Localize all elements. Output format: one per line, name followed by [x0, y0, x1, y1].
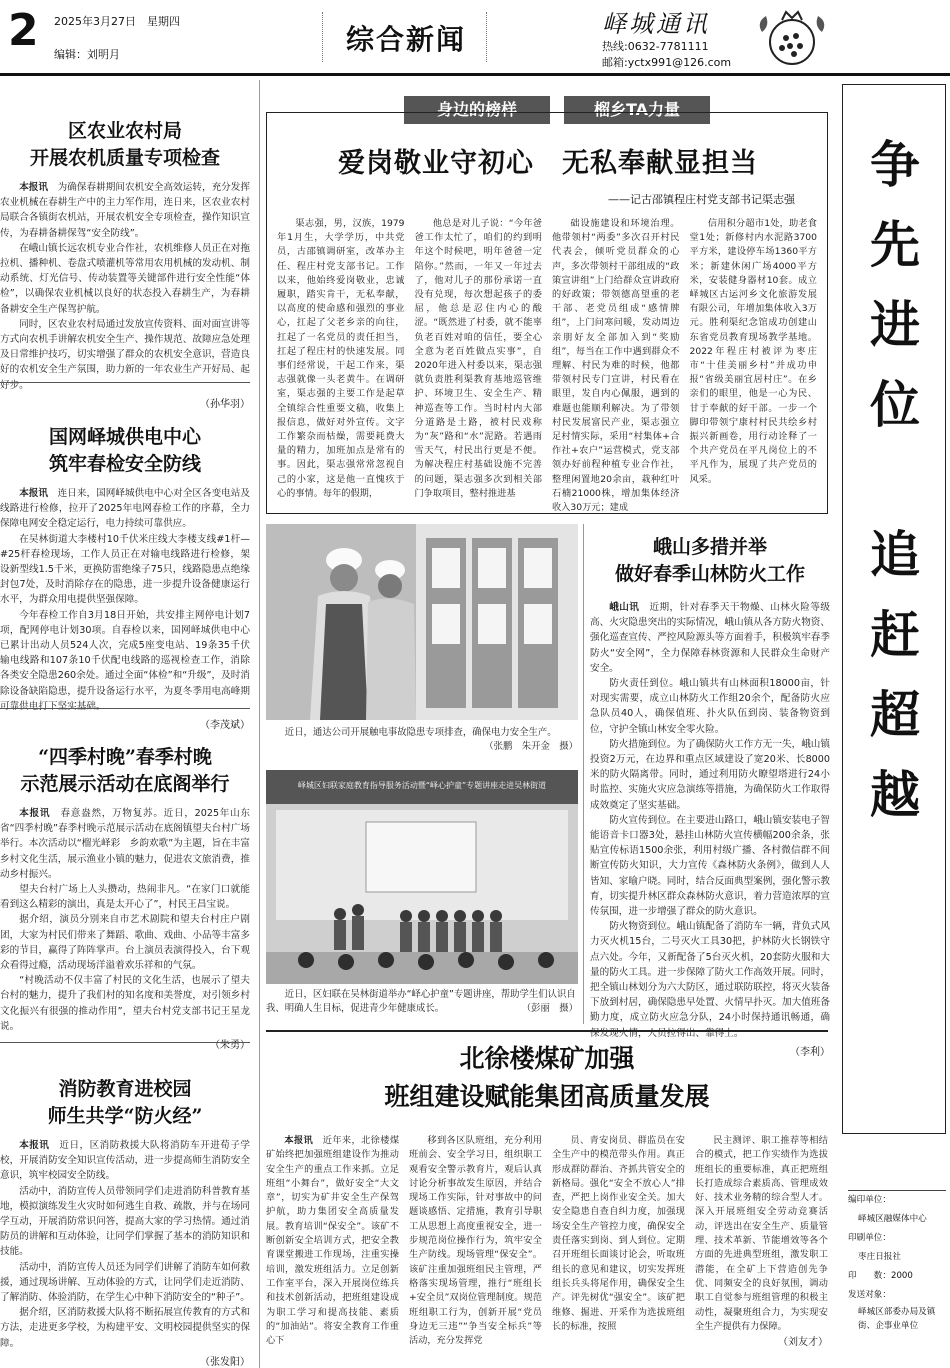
photo-illustration — [266, 770, 578, 984]
article-village-gala — [0, 744, 250, 1051]
article-title: 北徐楼煤矿加强 班组建设赋能集团高质量发展 — [384, 1044, 710, 1111]
paper-name: 峄城通讯 — [602, 10, 710, 38]
slogan-band — [842, 84, 946, 1134]
article-title: 国网峄城供电中心 筑牢春检安全防线 — [48, 426, 201, 475]
article-column: 员、青安岗员、群监员在安全生产中的模范带头作用。真正形成群防群治、齐抓共管安全的新格局。强化“安全不放心人”排查，严把上岗作业安全关。加大安全隐患自查自纠力度，加强现场安全生产管控力度，确保安全责任落实到岗、到人到位。定期召开班组长面谈讨论会，听取班组长的意见和建议，切实发挥班组长兵头将尾作用，确保安全生产。评先树优“强安全”。该矿把维修、掘进、开采作为选拔班组长的标准，按照 — [552, 1135, 685, 1332]
article-paragraph: 在吴林街道大李楼村10千伏米庄线大李楼支线#1杆—#25杆春检现场，工作人员正在对输电线路进行检修，架设新型线1.5千米，更换防雷绝缘子75只，线路隐患点绝缘封包7处，及时消除存在的隐患，进一步提升设备健康运行水平，为群众用电提供坚强保障。 — [0, 533, 250, 606]
article-paragraph: 同时，区农业农村局通过发放宣传资料、面对面宣讲等方式向农机手讲解农机安全生产、操作规范、故障应急处理及日常维护技巧，切实增强了群众的农机安全意识，营造良好的农机安全生产氛围，助力新的一年农业生产开好局、起好步。 — [0, 318, 250, 391]
editor-name: 编辑：刘明月 — [54, 48, 120, 61]
article-paragraph: 活动中，消防宣传人员还为同学们讲解了消防车如何救援，通过现场讲解、互动体验的方式，让同学们走近消防、了解消防、体验消防，在学生心中种下消防安全的“种子”。 — [0, 1261, 250, 1304]
article-title: 区农业农村局 开展农机质量专项检查 — [29, 120, 220, 169]
photo-caption: 近日，通达公司开展触电事故隐患专项排查，确保电力安全生产。 （张鹏 朱开金 摄） — [284, 727, 578, 752]
divider — [0, 1042, 250, 1043]
divider — [0, 708, 250, 709]
imprint: 编印单位： 峄城区融媒体中心 印刷单位： 枣庄日报社 印 数：2000 发送对象： 峄城区部委办局及镇街、企事业单位 — [848, 1190, 946, 1333]
pomegranate-logo-icon — [752, 2, 832, 72]
article-paragraph: 据介绍，区消防救援大队将不断拓展宣传教育的方式和方法，走进更多学校，为构建平安、文明校园提供坚实的保障。 — [0, 1307, 250, 1349]
article-title: “四季村晚”春季村晚 示范展示活动在底阁举行 — [20, 746, 230, 795]
divider — [0, 382, 250, 383]
byline: （李利） — [790, 1046, 830, 1058]
article-paragraph: 据介绍，演员分别来自市艺术剧院和望夫台村庄户剧团，大家为村民们带来了舞蹈、歌曲、戏曲、小品等丰富多彩的节目，赢得了阵阵掌声。台上演员表演得投入，台下观众看得过瘾，活动现场洋溢着欢乐祥和的气氛。 — [0, 914, 250, 972]
article-farm-machinery — [0, 118, 250, 410]
feature-column: 渠志强，男，汉族，1979年1月生，大学学历，中共党员，古邵镇调研室，改革办主任、程庄村党支部书记。工作以来，他始终爱岗敬业，忠诚履职，踏实肯干，无私奉献，以高度的使命感和强烈的事业心，扛起了父老乡亲的向往，扛起了一名党员的责任担当，扛起了程庄村的快速发展。同事们经常说，干起工作来，渠志强就像一头老黄牛。在调研室，渠志强的主要工作是起草全镇综合性重要文稿，收集上报信息，做好对外宣传。文字工作繁杂而枯燥，需要耗费大量的精力，加班加点是常有的事。因此，渠志强常常忽视自己的小家，这是他一直愧疚于心的事情。每年的假期， — [277, 218, 405, 499]
column-rule — [583, 524, 584, 1024]
byline: （张发阳） — [200, 1356, 250, 1368]
article-paragraph: 本报讯 连日来，国网峄城供电中心对全区各变电站及线路进行检修，拉开了2025年电网春检工作的序幕，全力保障电网安全稳定运行，电力持续可靠供应。 — [0, 488, 251, 530]
left-column — [0, 80, 258, 1368]
feature-tag: 身边的榜样 — [404, 96, 550, 124]
photo-power-inspection — [266, 524, 578, 720]
column-rule — [259, 80, 260, 1368]
photo-illustration — [266, 524, 578, 720]
article-paragraph: 防火物资到位。峨山镇配备了消防车一辆，背负式风力灭火机15台，二号灭火工具30把，护林防火长钢铁守点六处。今年，又新配备了5台灭火机，20套防火服和大量的防火工具。进一步保障了防火工作高效开展。同时，把全镇山林划分为六大防区，通过联防联控，将灭火装备下放到村居，确保隐患早处置、火情早扑灭。加大值班备勤力度，成立防火应急分队，24小时保持通讯畅通，确保发现火情，人员拉得出、靠得上。 — [590, 921, 830, 1039]
feature-column: 他总是对儿子说：“今年爸爸工作太忙了，咱们的约到明年这个时候吧，明年爸爸一定陪你。”然而，一年又一年过去了，他对儿子的那份承诺一直没有兑现，每次想起孩子的委屈，他总是忍住内心的酸涩。“既然进了村委，就不能辜负老百姓对咱的信任，要全心全意为老百姓做点实事”，自2020年进入村委以来，渠志强就负责胜利渠教育基地巡管维护、环境卫生、安全生产、精神巡查等工作。当时村内大部分道路是土路，被村民戏称为“灰”路和“水”泥路。若遇雨雪天气，村民出行更是不便。为解决程庄村基础设施不完善的问题，渠志强多次到相关部门争取项目，整村推进基 — [414, 218, 542, 499]
feature-body — [277, 217, 817, 514]
photo-lecture — [266, 770, 578, 984]
byline: （朱勇） — [210, 1040, 250, 1052]
article-paragraph: 防火责任到位。峨山镇共有山林面积18000亩，针对现实需要，成立山林防火工作组20余个，配备防火应急队员40人，确保值班、扑火队伍到岗、装备物资到位，守护全镇山林安全零火险。 — [590, 678, 830, 735]
article-coal-mine — [266, 1134, 828, 1362]
article-paragraph: 本报讯 春意盎然，万物复苏。近日，2025年山东省“四季村晚”春季村晚示范展示活动在底阁镇望夫台村广场举行。本次活动以“榴光峄彩 乡韵欢歌”为主题，旨在丰富乡村文化生活，展示渔业小镇的魅力，促进农文旅消费，推动乡村振兴。 — [0, 808, 251, 880]
email: 邮箱:yctx991@126.com — [602, 56, 732, 69]
article-fire-prevention — [590, 534, 830, 1058]
article-column: 移到各区队班组，充分利用班前会、安全学习日，组织职工观看安全警示教育片，观后认真讨论分析事故发生原因，并结合现场工作实际，针对事故中的问题谈感悟、定措施，教育引导职工从思想上高度重视安全，进一步规范岗位操作行为，筑牢安全生产防线。现场管理“保安全”。该矿注重加强班组民主管理，严格落实现场管理，推行“班组长+安全员”双岗位管理制度。规范班组职工行为，创新开展“党员身边无三违”“争当安全标兵”等活动，充分发挥党 — [409, 1135, 542, 1347]
article-title: 消防教育进校园 师生共学“防火经” — [47, 1078, 203, 1127]
header-separator — [322, 12, 323, 62]
article-power-grid — [0, 424, 250, 731]
article-fire-education — [0, 1076, 250, 1368]
photo-credit: （张鹏 朱开金 摄） — [484, 741, 578, 752]
page-number: 2 — [8, 5, 39, 56]
photo-credit: （彭丽 摄） — [521, 1003, 578, 1014]
section-title: 综合新闻 — [346, 23, 467, 56]
page-header — [0, 0, 950, 76]
article-paragraph: 今年春检工作自3月18日开始，共安排主网停电计划7项，配网停电计划30项。自春检以来，国网峄城供电中心已累计出动人员524人次，完成5座变电站、19条35千伏输电线路和107条10千伏配电线路的巡视检查工作，消除各类安全隐患260余处。通过全面“体检”和“升级”，及时消除设备缺陷隐患，提升设备运行水平，为夏冬季用电高峰期可靠供电打下坚实基础。 — [0, 609, 250, 712]
photo-caption: 近日，区妇联在吴林街道举办“峄心护童”专题讲座，帮助学生们认识自我、明确人生目标，促进青少年健康成长。 （彭丽 摄） — [266, 989, 578, 1014]
article-column: 本报讯 近年来，北徐楼煤矿始终把加强班组建设作为推动安全生产的重点工作来抓。立足班组“小舞台”，做好安全“大文章”，切实为矿井安全生产保驾护航，助力集团安全高质量发展。教育培训“保安全”。该矿不断创新安全培训方式，把安全教育课堂搬进工作现场，注重实操培训，激发班组活力。立足创新工作室平台，深入开展岗位练兵和技术创新活动，把班组建设成为职工学习和提高技能、素质的“加油站”。将安全教育工作重心下 — [266, 1135, 400, 1347]
issue-date: 2025年3月27日 星期四 — [54, 15, 180, 28]
article-paragraph: 本报讯 为确保春耕期间农机安全高效运转，充分发挥农业机械在春耕生产中的主力军作用，连日来，区农业农村局联合各镇街农机站，开展农机安全专项检查，操作知识宣传，为春耕备耕保驾“安全防线”。 — [0, 182, 251, 239]
feature-subtitle: ——记古邵镇程庄村党支部书记渠志强 — [608, 193, 795, 206]
feature-article — [266, 112, 828, 514]
photo-banner-text: 峄城区妇联家庭教育指导服务活动暨“峄心护童”专题讲座走进吴林街道 — [297, 781, 547, 790]
article-title: 峨山多措并举 做好春季山林防火工作 — [614, 536, 805, 585]
header-separator — [486, 12, 487, 62]
byline: （孙华羽） — [200, 398, 250, 410]
article-paragraph: 望夫台村广场上人头攒动，热闹非凡。“在家门口就能看到这么精彩的演出，真是太开心了”，村民王昌宝说。 — [0, 884, 250, 911]
article-column: 民主测评、职工推荐等相结合的模式，把工作实绩作为选拔班组长的重要标准，真正把班组长打造成综合素质高、管理成效好、技术业务精的综合型人才。深入开展班组安全劳动竞赛活动，评选出在安全生产、质量管理、技术革新、节能增效等各个方面的先进典型班组，激发职工潜能，在全矿上下营造创先争优、同频安全的良好氛围，调动职工自觉参与班组管理的积极主动性，凝聚班组合力，为实现安全生产提供有力保障。 （刘友才） — [695, 1134, 828, 1362]
article-paragraph: 峨山讯 近期，针对春季天干物燥、山林火险等级高、火灾隐患突出的实际情况，峨山镇从各方防火物资、强化巡查宣传、严控风险源头等方面着手，积极筑牢春季防火“安全网”，全力保障春林资源和人民群众生命财产安全。 — [590, 602, 831, 674]
byline: （刘友才） — [778, 1337, 828, 1349]
feature-column: 信用积分超市1处，助老食堂1处；新修村内水泥路3700平方米，建设停车场1360平方米；新建休闲广场4000平方米，安装健身器材10套。成立峄城区古运河乡文化旅游发展有限公司，年增加集体收入3万元。胜利渠纪念馆成功创建山东省党员教育现场教学基地。2022年程庄村被评为枣庄市“十佳美丽乡村”并成功申报“省级美丽宜居村庄”。在乡亲们的眼里，他是一心为民、甘于奉献的好干部。一步一个脚印带领宁康村村民共绘乡村振兴新画卷，用行动诠释了一个共产党员在平凡岗位上的不平凡作为，展现了共产党员的风采。 — [689, 218, 817, 485]
feature-title: 爱岗敬业守初心 无私奉献显担当 — [338, 148, 758, 179]
article-paragraph: 在峨山镇长远农机专业合作社，农机维修人员正在对拖拉机、播种机、卷盘式喷灌机等常用农用机械的发动机、制动系统、灯光信号、传动装置等关键部件进行安全性能“体检”，以确保农业机械以良好的状态投入春耕生产，为春耕备耕安全生产保驾护航。 — [0, 242, 250, 315]
article-paragraph: 防火措施到位。为了确保防火工作方无一失，峨山镇投资2万元，在边界和重点区域建设了宽20米、长8000米的防火隔离带。同时，通过利用防火瞭望塔进行24小时监控、实施火灾应急演练等措施，为确保防火工作取得成效奠定了坚实基础。 — [590, 738, 830, 811]
byline: （李茂斌） — [200, 720, 250, 732]
slogan-text: 争 先 进 位 追 赶 超 越 — [870, 136, 920, 824]
feature-column: 础设施建设和环境治理。他带领村“两委”多次召开村民代表会，倾听党员群众的心声，多次带领村干部组成的“政策宣讲组”上门给群众宣讲政府的好政策；带领德高望重的老干部、老党员组成“感情牌组”，上门问寒问暖，发动周边亲朋好友全部加入到“奖励组”，每当在工作中遇到群众不理解、村民为难的时候，他都带领村民专门宣讲，村民看在眼里，发自内心佩服，遇到的难题也能顺利解决。为了带领村民发展富民产业，渠志强立足村情实际，采用“村集体+合作社+农户”运营模式，党支部领办好前程种植专业合作社，整理闲置地20余亩，栽种红叶石楠21000株，增加集体经济收入30万元；建成 — [552, 218, 680, 514]
hotline: 热线:0632-7781111 — [602, 40, 709, 53]
article-paragraph: “村晚活动不仅丰富了村民的文化生活，也展示了望夫台村的魅力，提升了我们村的知名度和美誉度，对引领乡村文化振兴有很强的推动作用”，望夫台村党支部书记王星龙说。 — [0, 975, 250, 1032]
article-paragraph: 防火宣传到位。在主要进山路口，峨山镇安装电子智能语音卡口器3处，悬挂山林防火宣传横幅200余条，张贴宣传标语1500余张，利用村级广播、各村微信群不间断宣传防火知识，大力宣传《森林防火条例》，做到人人皆知、家喻户晓。同时，结合反面典型案例，强化警示教育，切实提升林区群众森林防火意识，着力营造浓厚的宣传氛围，进一步增强了群众的防火意识。 — [590, 814, 830, 918]
article-paragraph: 活动中，消防宣传人员带领同学们走进消防科普教育基地，模拟演练发生火灾时如何逃生自救、疏散，并与在场同学互动，开展消防常识问答，提高大家的学习热情。通过消防员的讲解和互动体验，让同学们掌握了基本的消防知识和技能。 — [0, 1185, 250, 1258]
article-paragraph: 本报讯 近日，区消防救援大队将消防车开进荀子学校，开展消防安全知识宣传活动，进一步提高师生消防安全意识，筑牢校园安全防线。 — [0, 1140, 251, 1182]
divider — [266, 1030, 828, 1032]
feature-tag: 榴乡TA力量 — [564, 96, 710, 124]
